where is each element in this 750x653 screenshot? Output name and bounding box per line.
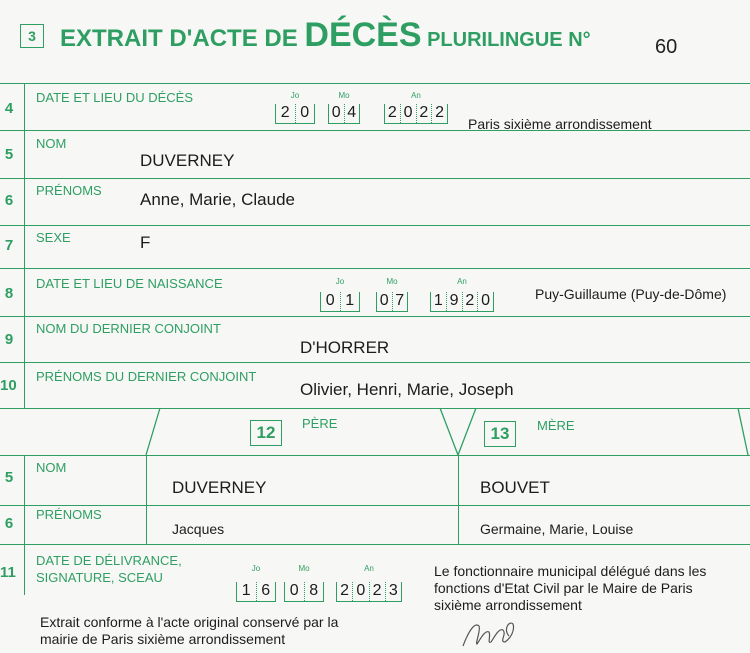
digit: 4 <box>347 104 357 121</box>
rule <box>0 544 750 545</box>
gutter-line <box>24 83 25 409</box>
conformity-line1: Extrait conforme à l'acte original conservé par la <box>40 614 339 630</box>
digit: 0 <box>481 292 491 309</box>
digit: 0 <box>377 292 393 311</box>
issuance-label-line1: DATE DE DÉLIVRANCE, <box>36 553 182 568</box>
issuance-year-box <box>336 582 402 602</box>
row-number: 8 <box>4 285 14 302</box>
father-label: PÈRE <box>302 416 338 431</box>
digit: 0 <box>329 104 345 123</box>
digit: 1 <box>345 292 355 309</box>
conformity-line2: mairie de Paris sixième arrondissement <box>40 631 286 647</box>
column-divider <box>146 455 147 545</box>
year-caption: An <box>364 564 374 573</box>
year-caption: An <box>457 277 467 286</box>
row-number: 9 <box>4 331 14 348</box>
digit: 2 <box>370 582 386 601</box>
signature-image <box>455 608 545 652</box>
digit: 2 <box>385 104 401 123</box>
given-names-label: PRÉNOMS <box>36 183 102 198</box>
mother-surname: BOUVET <box>480 478 550 497</box>
parent-given-label: PRÉNOMS <box>36 507 102 522</box>
spouse-surname-label: NOM DU DERNIER CONJOINT <box>36 321 221 336</box>
sex-label: SEXE <box>36 230 71 245</box>
birth-day-box <box>320 292 360 312</box>
row-number: 5 <box>4 469 14 486</box>
birth-year-box <box>430 292 494 312</box>
official-line2: fonctions d'Etat Civil par le Maire de Paris <box>434 580 693 596</box>
death-label: DATE ET LIEU DU DÉCÈS <box>36 90 193 105</box>
row-number: 11 <box>0 564 16 581</box>
gutter-line <box>24 455 25 595</box>
month-caption: Mo <box>338 91 350 100</box>
digit: 0 <box>300 104 310 121</box>
death-day-box <box>275 104 315 124</box>
document-title <box>60 16 591 55</box>
digit: 2 <box>417 104 433 123</box>
sex-value: F <box>140 233 151 252</box>
spouse-given-label: PRÉNOMS DU DERNIER CONJOINT <box>36 369 257 384</box>
issuance-month-box <box>284 582 324 602</box>
year-caption: An <box>411 91 421 100</box>
digit: 8 <box>309 582 319 599</box>
row-number: 7 <box>4 237 14 254</box>
given-names-value: Anne, Marie, Claude <box>140 190 295 209</box>
surname-label: NOM <box>36 136 67 151</box>
official-statement <box>434 563 706 614</box>
rule <box>0 268 750 269</box>
digit: 9 <box>447 292 463 311</box>
digit: 1 <box>237 582 257 601</box>
digit: 1 <box>431 292 447 311</box>
mother-label: MÈRE <box>537 418 575 433</box>
digit: 7 <box>395 292 405 309</box>
issuance-day-box <box>236 582 276 602</box>
death-month-box <box>328 104 360 124</box>
digit: 0 <box>321 292 341 311</box>
death-year-box <box>384 104 448 124</box>
father-given: Jacques <box>172 521 225 537</box>
mother-given: Germaine, Marie, Louise <box>480 521 634 537</box>
birth-label: DATE ET LIEU DE NAISSANCE <box>36 276 223 291</box>
digit: 0 <box>285 582 305 601</box>
month-caption: Mo <box>386 277 398 286</box>
record-number: 60 <box>655 36 678 58</box>
parent-surname-label: NOM <box>36 460 67 475</box>
mother-number-badge: 13 <box>484 421 516 447</box>
birth-place: Puy-Guillaume (Puy-de-Dôme) <box>535 286 727 302</box>
column-divider <box>458 455 459 545</box>
father-number-badge: 12 <box>250 420 282 446</box>
official-line1: Le fonctionnaire municipal délégué dans les <box>434 563 707 579</box>
title-part4: N° <box>568 29 591 51</box>
spouse-surname-value: D'HORRER <box>300 338 390 357</box>
day-caption: Jo <box>290 91 300 100</box>
row-number: 6 <box>4 515 14 532</box>
digit: 2 <box>435 104 445 121</box>
rule <box>0 225 750 226</box>
rule <box>0 316 750 317</box>
digit: 2 <box>337 582 353 601</box>
month-caption: Mo <box>298 564 310 573</box>
digit: 2 <box>463 292 479 311</box>
official-line3: sixième arrondissement <box>434 597 582 613</box>
digit: 6 <box>261 582 271 599</box>
rule <box>0 505 750 506</box>
row-number: 4 <box>4 100 14 117</box>
row-number: 5 <box>4 146 14 163</box>
conformity-statement <box>40 614 338 648</box>
digit: 0 <box>401 104 417 123</box>
rule <box>0 83 750 84</box>
spouse-given-value: Olivier, Henri, Marie, Joseph <box>300 380 514 399</box>
rule <box>0 178 750 179</box>
title-part2: DÉCÈS <box>304 16 422 54</box>
row-number: 10 <box>0 377 17 394</box>
birth-month-box <box>376 292 408 312</box>
day-caption: Jo <box>335 277 345 286</box>
rule <box>0 362 750 363</box>
title-part3: PLURILINGUE <box>421 29 569 51</box>
section-number-badge: 3 <box>20 24 44 48</box>
digit: 3 <box>388 582 398 599</box>
father-surname: DUVERNEY <box>172 478 267 497</box>
death-place: Paris sixième arrondissement <box>468 116 652 132</box>
issuance-label-line2: SIGNATURE, SCEAU <box>36 570 163 585</box>
parents-header-dividers <box>0 408 750 456</box>
digit: 0 <box>353 582 369 601</box>
digit: 2 <box>276 104 296 123</box>
title-part1: EXTRAIT D'ACTE DE <box>60 25 305 52</box>
surname-value: DUVERNEY <box>140 151 235 170</box>
row-number: 6 <box>4 192 14 209</box>
day-caption: Jo <box>251 564 261 573</box>
